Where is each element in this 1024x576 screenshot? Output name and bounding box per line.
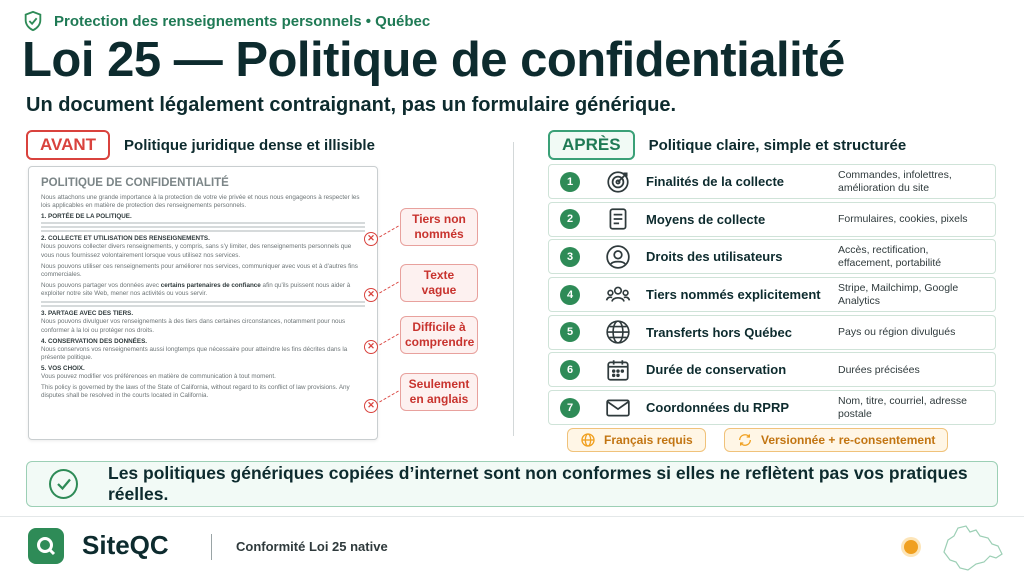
row-label: Tiers nommés explicitement [646,287,821,303]
doc-paragraph: Vous pouvez modifier vos préférences en matière de communication à tout moment. [41,373,276,381]
pill-label: Versionnée + re-consentement [761,433,936,447]
mail-icon [604,394,632,422]
row-label: Finalités de la collecte [646,174,784,189]
footer-separator [211,534,212,560]
globe-icon [580,432,596,448]
row-detail: Formulaires, cookies, pixels [838,212,968,225]
check-circle-icon [49,469,78,499]
issue-note: Seulement en anglais [400,373,478,411]
doc-paragraph: Nous pouvons utiliser ces renseignements pour améliorer nos services, communiquer avec vous et à d'autres fins commerciales. [41,262,358,278]
target-icon [604,168,632,196]
list-item [548,202,996,237]
brand-name: SiteQC [82,530,169,560]
issue-callout [364,264,478,302]
doc-intro: Nous attachons une grande importance à la protection de votre vie privée et nous nous engageons à respecter les lois applicables en matière de protection des renseignements personnels. [41,194,360,210]
doc-paragraph-partners: Nous pouvons partager vos données avec certains partenaires de confiance afin qu'ils puissent nous aider à exploiter notre site Web, mener nos activités ou vous servir. [41,282,351,298]
user-icon [604,243,632,271]
avant-caption: Politique juridique dense et illisible [124,136,375,154]
row-label: Moyens de collecte [646,211,766,227]
step-number: 2 [560,209,580,229]
step-number: 1 [560,172,580,192]
row-detail: Nom, titre, courriel, adresse postale [838,395,967,420]
french-required-pill [567,428,706,452]
form-icon [604,205,632,233]
step-number: 5 [560,322,580,342]
list-item [548,277,996,312]
issue-callout [364,371,478,413]
doc-paragraph: Nous pouvons collecter divers renseignements, y compris, sans s'y limiter, des renseignements personnels que vous nous fournissez volontairement lorsque vous utilisez nos services. [41,243,352,259]
apres-caption: Politique claire, simple et structurée [648,136,907,154]
list-item [548,352,996,387]
footer-tagline: Conformité Loi 25 native [236,539,388,554]
row-detail: Durées précisées [838,363,920,376]
banner-message: Les politiques génériques copiées d’internet sont non conformes si elles ne reflètent pas vos pratiques réelles. [108,463,968,504]
globe-icon [604,318,632,346]
calendar-icon [604,356,632,384]
x-circle-icon: ✕ [364,232,378,246]
versioned-pill [724,428,948,452]
row-label: Droits des utilisateurs [646,249,783,265]
pill-label: Français requis [604,433,693,447]
row-detail: Stripe, Mailchimp, Google Analytics [838,281,959,307]
x-circle-icon: ✕ [364,340,378,354]
list-item [548,315,996,350]
page-subtitle: Un document légalement contraignant, pas un formulaire générique. [26,94,677,116]
step-number: 4 [560,285,580,305]
doc-filler-lines [41,222,365,232]
row-label: Transferts hors Québec [646,324,792,340]
top-tag [22,10,430,32]
step-number: 6 [560,360,580,380]
doc-section-3: 3. PARTAGE AVEC DES TIERS. [41,310,134,318]
doc-section-5: 5. VOS CHOIX. [41,365,85,373]
row-detail: Accès, rectification, effacement, portabilité [838,244,942,269]
issue-callout [364,316,478,354]
list-item [548,239,996,274]
footer-divider [0,516,1024,517]
issue-note: Difficile à comprendre [400,316,478,354]
refresh-icon [737,432,753,448]
top-tag-text: Protection des renseignements personnels • Québec [54,12,431,30]
list-item [548,390,996,425]
step-number: 7 [560,398,580,418]
row-detail: Commandes, infolettres, amélioration du site [838,168,952,194]
group-icon [604,281,632,309]
issue-note: Tiers non nommés [400,208,478,246]
shield-check-icon [22,10,44,32]
row-label: Durée de conservation [646,362,787,378]
doc-paragraph-english: This policy is governed by the laws of the State of California, without regard to its conflict of law provisions. Any disputes shall be resolved in the courts located in California. [41,384,350,400]
apres-header [548,130,906,160]
doc-section-2: 2. COLLECTE ET UTILISATION DES RENSEIGNEMENTS. [41,235,210,243]
row-detail: Pays ou région divulgués [838,325,956,338]
doc-paragraph: Nous conservons vos renseignements aussi longtemps que nécessaire pour atteindre les fins décrites dans la présente politique. [41,345,348,361]
step-number: 3 [560,247,580,267]
avant-badge: AVANT [26,130,110,160]
list-item [548,164,996,199]
quebec-map-icon [936,522,1006,574]
x-circle-icon: ✕ [364,288,378,302]
column-divider [513,142,514,436]
location-dot [904,540,918,554]
doc-filler-lines [41,301,365,307]
row-label: Coordonnées du RPRP [646,400,790,416]
issue-note: Texte vague [400,264,478,302]
doc-title: POLITIQUE DE CONFIDENTIALITÉ [41,177,229,189]
page-title: Loi 25 — Politique de confidentialité [22,33,845,87]
siteqc-logo [28,528,64,564]
doc-section-4: 4. CONSERVATION DES DONNÉES. [41,337,148,345]
policy-sections-list [548,164,996,428]
issue-callout [364,208,478,246]
generic-policy-document [28,166,378,440]
doc-section-1: 1. PORTÉE DE LA POLITIQUE. [41,213,132,221]
avant-header [26,130,375,160]
apres-badge: APRÈS [548,130,635,160]
conclusion-banner [26,461,998,507]
doc-paragraph: Nous pouvons divulguer vos renseignements à des tiers dans certaines circonstances, notamment pour nous conformer à la loi ou protéger nos droits. [41,318,346,334]
x-circle-icon: ✕ [364,399,378,413]
